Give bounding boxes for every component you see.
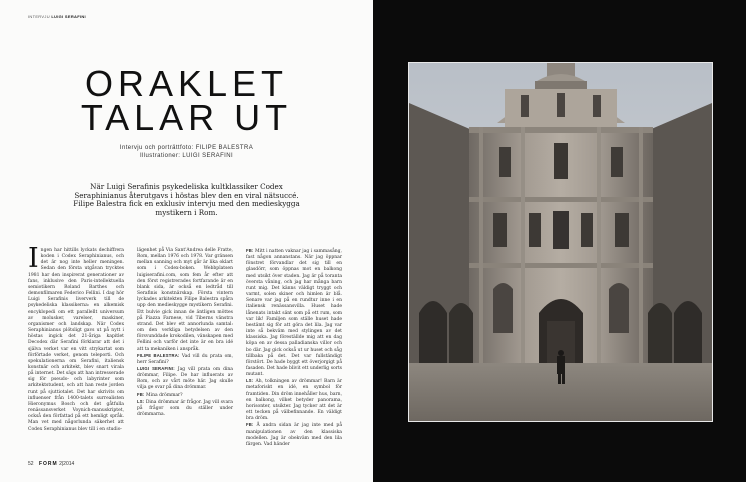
courtyard-illustration [409,63,712,421]
page-number: 52 [28,461,34,467]
section-subject: LUIGI SERAFINI [51,14,86,19]
col1-text: ngen har hittills lyckats dechiffrera koden i Codex Seraphinianus, och det är nog inte heller meningen. Sedan den första utgåvan trycktes 1981 har den inspirerat generationer av fans, inklusive den Paris-intellektuella semiotikern Roland Barthes och demonfilmaren Federico Fellini. I dag hör Luigi Serafinis liververk till de psykedeliska klassikerna: en alkemisk encyklopedi om ett parallellt universum av molusker, varelser, maskiner, organismer och landskap. När Codex Seraphinianus plötsligt gavs ut på nytt i höstas ingick det 21-åriga kapitlet Decodex där Serafini förklarar att det i själva verket var en vitt strykartat som förförtade verket, genom teleporti. Och spekulationerna om Serafini, italiensk konstnär och arkitekt, blev snart virala på internet. Det sägs att han intresserade sig för pseudo- och labyrinter som arkitektstudent, och att han reste jorden runt på sjuttiotalet. Det har skrivits om influenser från 1400-talets surrealisten Hieronymus Bosch och det gåtfulla renässansverket Voynich-manuskriptet, också den författad på ett hemligt språk. Man vet med någorlunda säkerhet att Codex Seraphinianus blev till i en studio- [28,248,124,432]
answer-text: Dina drömmar är frågor. Jag vill svara på frågor som du ställer under drömmarna. [137,399,233,418]
page-folio [28,461,74,467]
running-head [28,14,86,19]
question-text: Å andra sidan är jag inte med på manipulationen av den klassiska modellen. Jag är obekväm med den lila färgen. Vad händer [246,423,342,447]
article-lead: När Luigi Serafinis psykedeliska kultklassiker Codex Seraphinianus återutgavs i höstas blev den en viral nätsuccé. Filipe Balestra fick en exklusiv intervju med den medieskygga mystikern i Rom. [73,182,300,217]
question-text: Mina drömmar? [146,392,183,398]
question-text: Mitt i natten vaknar jag i sammasång, fast någon annanstans. När jag öppnar fönstret förvandlar det sig till en glasdörr, som öppnas mot en balkong med utsikt över staden. Jag är på toranta översta våning, och jag har många barn runt mig. Det känns väldigt tryggt och varmt, solen skiner och himlen är blå. Senare var jag på en rundtur inne i en italiensk renässansvilla. Huset hade lånenats intakt sänt som på ett rum, som var lik! Familjen som ställe huset hade bestämt sig för att göra det lila. Jag var inte så bekväm med stylingen av det klassiska. Jag föreställde mig att en dag köpa en av dessa palladianska villor och bo där. Jag gick också ut ur huset och såg tillbaka på det. Det var fullständigt förstört. De hade byggt ett överjorgigt på fasaden. Det hade blivit ett underlig sorts mutant. [246,249,342,378]
body-column-1 [28,243,124,433]
speaker-fb: FILIPE BALESTRA: [137,352,180,358]
speaker-fb: FB: [137,391,145,397]
courtyard-photo [408,62,713,422]
drop-cap: I [28,243,39,274]
col2-intro: lägenhet på Via Sant'Andrea delle Fratte, Rom, mellan 1976 och 1978. Var gränsen mellan sanning och myt går är lika oklart som i Codex-boken. Webbplatsen luigiserafini.com, som fem år efter att den först registrerades fortfarande är en blank sida, är också en ledtråd till Serafinis konstnärskap. Första vintern lyckades arkitekten Filipe Balestra spåra upp den medieskygge mystikern Serafini. Ett bulvie gick innan de äntligen möttes på Piazza Farnese, vid Tiberns vänstra strand. Det blev ett annorlunda samtal: om den verkliga betydelsen av den försvunddade krokodilen, vänskapen med Fellini och varför det inte är en bra idé att ta mekaniken i anspråk. [137,248,233,352]
answer-text: Jag vill prata om dina drömmar, Filipe. De har influerats av Rom, och av vårt möte här. Jag skulle vilja ge svar på dina drömmar. [137,366,233,391]
magazine-name: FORM [38,461,58,467]
body-column-2 [137,248,233,418]
answer-text: Ah, tolkningen av drömmar! Barn är metaforiskt en idé, en symbol för framtiden. Din dröm innehåller hus, barn, en balkong, vilket betyder panorama, horisonter, utsikter. Jag tycker att det är ett tecken på välbefinnande. En väldigt bra dröm. [246,379,343,422]
speaker-fb: FB: [246,248,254,253]
speaker-fb: FB: [246,422,254,428]
right-page [373,0,746,482]
body-column-3 [246,248,342,448]
article-title-line2: TALAR UT [80,97,293,138]
issue-number: 2|2014 [59,461,75,467]
credit-photo: Intervju och porträttfoto: FILIPE BALESTRA [119,145,254,151]
speaker-ls: LS: [246,378,254,384]
speaker-ls: LUIGI SERAFINI: [137,365,175,371]
section-label: INTERVJU [28,14,50,19]
speaker-ls: LS: [137,398,145,404]
question-text: Vad vill du prata om, herr Serafini? [137,353,234,365]
credit-illustration: Illustrationer: LUIGI SERAFINI [139,153,234,159]
article-title-line1: ORAKLET [84,63,289,104]
